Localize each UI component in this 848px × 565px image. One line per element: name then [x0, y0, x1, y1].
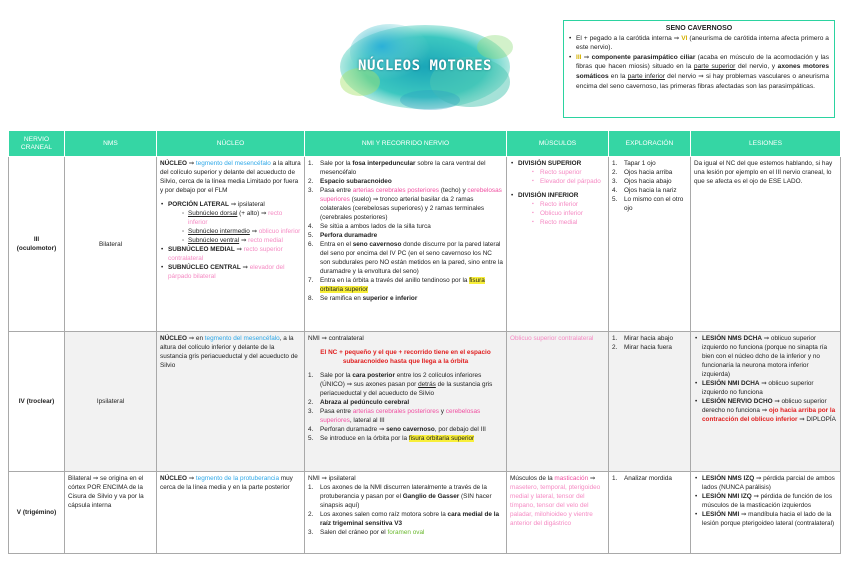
- exploracion-cell: Analizar mordida: [609, 472, 691, 554]
- col-header: LESIONES: [691, 131, 841, 157]
- seno-cavernoso-box: [563, 20, 835, 118]
- seno-item-1: • El + pegado a la carótida interna ⇒ VI (aneurisma de carótida interna afecta primero a este nervio).: [569, 34, 829, 53]
- nms-cell: Bilateral: [65, 157, 157, 332]
- col-header: NMS: [65, 131, 157, 157]
- nucleo-cell: NÚCLEO ⇒ tegmento del mesencéfalo a la altura del colículo superior y delante del acueducto de Silvio, cerca de la línea media Limitado por fuera y por debajo por el FLM • PORCIÓN LATERAL ⇒ ipsilateral ◦ Subnúcleo dorsal (+ alto) ⇒ recto inferior ◦ Subnúcleo intermedio ⇒ oblicuo inferior ◦ Subnúcleo ventral ⇒ recto medial • SUBNÚCLEO MEDIAL ⇒ recto superior contralateral • SUBNÚCLEO CENTRAL ⇒ elevador del párpado bilateral: [157, 157, 305, 332]
- table-header-row: [9, 131, 841, 157]
- nms-cell: Ipsilateral: [65, 332, 157, 472]
- motor-nuclei-table: [8, 130, 841, 554]
- seno-heading: SENO CAVERNOSO: [665, 25, 733, 32]
- nerve-cell: III (oculomotor): [9, 157, 65, 332]
- nmi-cell: NMI ⇒ contralateral El NC + pequeño y el que + recorrido tiene en el espacio subaracnoideo hasta que llega a la órbita Sale por la cara posterior entre los 2 colículos inferiores (ÚNICO) ⇒ sus axones pasan por detrás de la sustancia gris periacueductal y del acueducto de Silvio Abraza al pedúnculo cerebral Pasa entre arterias cerebrales posteriores y cerebelosas superiores, lateral al III Perforan duramadre ⇒ seno cavernoso, por debajo del III Se introduce en la órbita por la fisura orbitaria superior: [305, 332, 507, 472]
- nucleo-cell: NÚCLEO ⇒ en tegmento del mesencéfalo, a la altura del colículo inferior y delante de la sustancia gris periacueductal y del acueducto de Silvio: [157, 332, 305, 472]
- page-title: NÚCLEOS MOTORES: [358, 58, 492, 74]
- table-row: [9, 157, 841, 332]
- table-row: [9, 472, 841, 554]
- exploracion-cell: Mirar hacia abajo Mirar hacia fuera: [609, 332, 691, 472]
- col-header: NMI Y RECORRIDO NERVIO: [305, 131, 507, 157]
- nmi-cell: Sale por la fosa interpeduncular sobre la cara ventral del mesencéfalo Espacio subaracnoideo Pasa entre arterias cerebrales posteriores (techo) y cerebelosas superiores (suelo) ⇒ tronco arterial basilar da 2 ramas colaterales (cerebelosas superiores) y 2 ramas terminales (cerebrales posteriores) Se sitúa a ambos lados de la silla turca Perfora duramadre Entra en el seno cavernoso donde discurre por la pared lateral del seno por encima del IV PC (en el seno cavernoso los NC son subdurales pero NO están metidos en la pared, sino entre la duramadre y la envoltura del seno) Entra en la órbita a través del anillo tendinoso por la fisura orbitaria superior Se ramifica en superior e inferior: [305, 157, 507, 332]
- col-header: EXPLORACIÓN: [609, 131, 691, 157]
- lesiones-cell: • LESIÓN NMS DCHA ⇒ oblicuo superior izquierdo no funciona (porque no sinapta ría bien con el núcleo dcho de la inferior y no funcionaría la neurona motora inferior izquierda) • LESIÓN NMI DCHA ⇒ oblicuo superior izquierdo no funciona • LESIÓN NERVIO DCHO ⇒ oblicuo superior derecho no funciona ⇒ ojo hacia arriba por la contracción del oblicuo inferior ⇒ DIPLOPÍA: [691, 332, 841, 472]
- nms-cell: Bilateral ⇒ se origina en el córtex POR ENCIMA de la Cisura de Silvio y va por la cápsula interna: [65, 472, 157, 554]
- col-header: NERVIO CRANEAL: [9, 131, 65, 157]
- col-header: NÚCLEO: [157, 131, 305, 157]
- nucleo-cell: NÚCLEO ⇒ tegmento de la protuberancia muy cerca de la línea media y en la parte posterior: [157, 472, 305, 554]
- lesiones-cell: Da igual el NC del que estemos hablando, si hay una lesión por ejemplo en el III nervio craneal, lo que se afecta es el ojo de ESE LADO.: [691, 157, 841, 332]
- musculos-cell: Oblicuo superior contralateral: [507, 332, 609, 472]
- nerve-cell: IV (troclear): [9, 332, 65, 472]
- musculos-cell: Músculos de la masticación ⇒ masetero, temporal, pterigoideo medial y lateral, tensor del tímpano, tensor del velo del paladar, milohioideo y vientre anterior del digástrico: [507, 472, 609, 554]
- nmi-cell: NMI ⇒ ipsilateral Los axones de la NMI discurren lateralmente a través de la protuberancia y pasan por el Ganglio de Gasser (SIN hacer sinapsis aquí) Los axones salen como raíz motora sobre la cara medial de la raíz trigeminal sensitiva V3 Salen del cráneo por el foramen oval: [305, 472, 507, 554]
- musculos-cell: • DIVISIÓN SUPERIOR ▪ Recto superior ▪ Elevador del párpado • DIVISIÓN INFERIOR ▪ Recto inferior ▪ Oblicuo inferior ▪ Recto medial: [507, 157, 609, 332]
- col-header: MÚSCULOS: [507, 131, 609, 157]
- seno-item-2: • III ⇒ componente parasimpático ciliar (acaba en músculo de la acomodación y las fibras que hacen miosis) situado en la parte superior del nervio, y axones motores somáticos en la parte inferior del nervio ⇒ si hay problemas vasculares o aneurisma encima del seno cavernoso, las primeras fibras afectadas son las parasimpáticas.: [569, 53, 829, 91]
- table-row: [9, 332, 841, 472]
- nerve-cell: V (trigémino): [9, 472, 65, 554]
- lesiones-cell: • LESIÓN NMS IZQ ⇒ pérdida parcial de ambos lados (NUNCA parálisis) • LESIÓN NMI IZQ ⇒ pérdida de función de los músculos de la masticación izquierdos • LESIÓN NMI ⇒ mandíbula hacia el lado de la lesión porque pterigoideo lateral (contralateral): [691, 472, 841, 554]
- title-banner: [330, 12, 520, 122]
- exploracion-cell: Tapar 1 ojo Ojos hacia arriba Ojos hacia abajo Ojos hacia la nariz Lo mismo con el otro ojo: [609, 157, 691, 332]
